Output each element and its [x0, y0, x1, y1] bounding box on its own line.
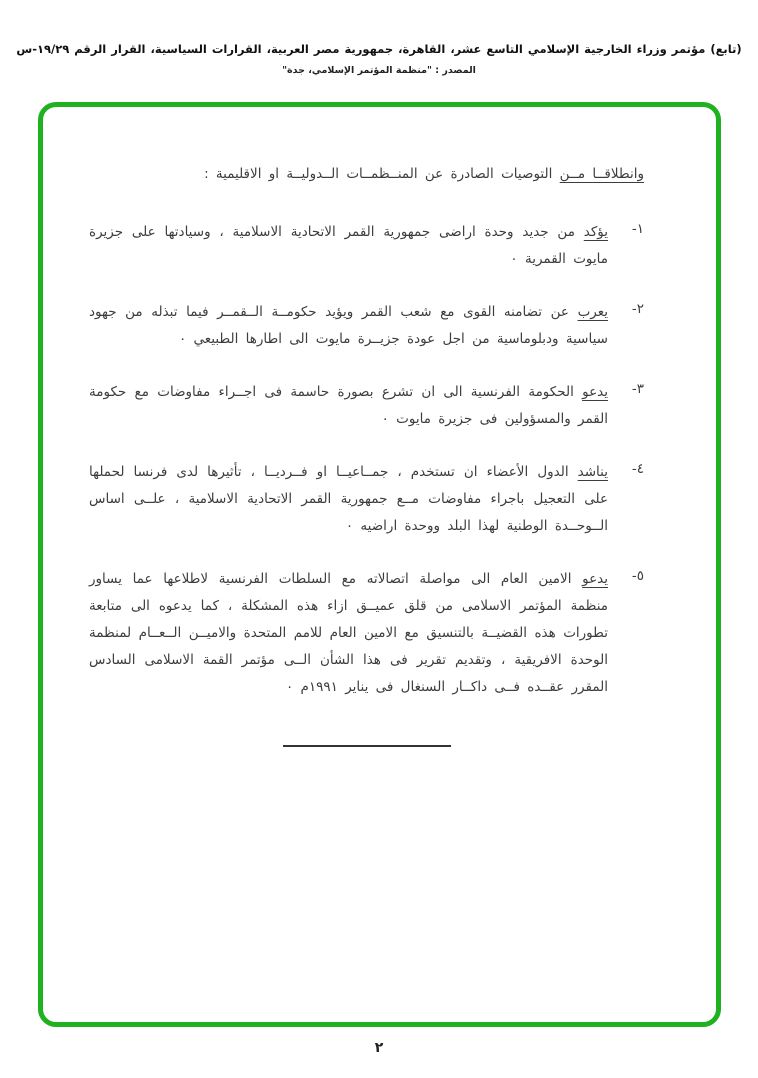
item-rest: الحكومة الفرنسية الى ان تشرع بصورة حاسمة فى اجــراء مفاوضات مع حكومة القمر والمسؤولين فى جزيرة مايوت ٠ [89, 383, 608, 427]
header-source: المصدر : "منظمة المؤتمر الإسلامي، جدة" [282, 65, 476, 76]
intro-lead: وانطلاقــا مــن [559, 166, 644, 182]
intro-rest: التوصيات الصادرة عن المنــظمــات الــدوليــة او الاقليمية : [204, 166, 560, 182]
item-number: ١- [631, 220, 644, 237]
list-item [89, 219, 644, 273]
item-text [89, 299, 608, 353]
page-number: ٢ [374, 1040, 384, 1056]
page-header [0, 0, 758, 76]
list-item [89, 299, 644, 353]
item-number: ٣- [631, 380, 644, 397]
intro-paragraph [89, 161, 644, 189]
list-item [89, 459, 644, 540]
item-text [89, 566, 608, 701]
list-item [89, 379, 644, 433]
item-number: ٤- [631, 460, 644, 477]
item-rest: الامين العام الى مواصلة اتصالاته مع السلطات الفرنسية لاطلاعها عما يساور منظمة المؤتمر الاسلامى من قلق عميــق ازاء هذه المشكلة ، كما يدعوه الى متابعة تطورات هذه القضيــة بالتنسيق مع الامين العام للامم المتحدة والاميــن الــعــام لمنظمة الوحدة الافريقية ، وتقديم تقرير فى هذا الشأن الــى مؤتمر القمة الاسلامى السادس المقرر عقــده فــى داكــار السنغال فى يناير ١٩٩١م ٠ [89, 570, 608, 695]
item-text [89, 459, 608, 540]
item-lead: يؤكد [583, 223, 608, 240]
list-item [89, 566, 644, 701]
item-lead: يناشد [577, 463, 608, 480]
item-number: ٥- [631, 567, 644, 584]
item-text [89, 379, 608, 433]
item-rest: عن تضامنه القوى مع شعب القمر ويؤيد حكومــة الــقمــر فيما تبذله من جهود سياسية ودبلوماسية من اجل عودة جزيــرة مايوت الى اطارها الطبيعي ٠ [89, 303, 608, 347]
item-lead: يدعو [582, 570, 608, 587]
item-lead: يعرب [577, 303, 608, 320]
item-number: ٢- [631, 300, 644, 317]
highlight-frame [38, 102, 721, 1027]
item-rest: الدول الأعضاء ان تستخدم ، جمــاعيــا او فــرديــا ، تأثيرها لدى فرنسا لحملها على التعجيل باجراء مفاوضات مــع جمهورية القمر الاتحادية الاسلامية ، علــى اساس الــوحــدة الوطنية لهذا البلد ووحدة اراضيه ٠ [89, 463, 608, 534]
item-rest: من جديد وحدة اراضى جمهورية القمر الاتحادية الاسلامية ، وسيادتها على جزيرة مايوت القمرية ٠ [89, 223, 608, 267]
item-text [89, 219, 608, 273]
document-body [43, 107, 716, 747]
divider-line [283, 745, 451, 747]
item-lead: يدعو [582, 383, 608, 400]
header-title: (تابع) مؤتمر وزراء الخارجية الإسلامي التاسع عشر، القاهرة، جمهورية مصر العربية، القرارات السياسية، القرار الرقم ١٩/٢٩-س [16, 42, 742, 56]
